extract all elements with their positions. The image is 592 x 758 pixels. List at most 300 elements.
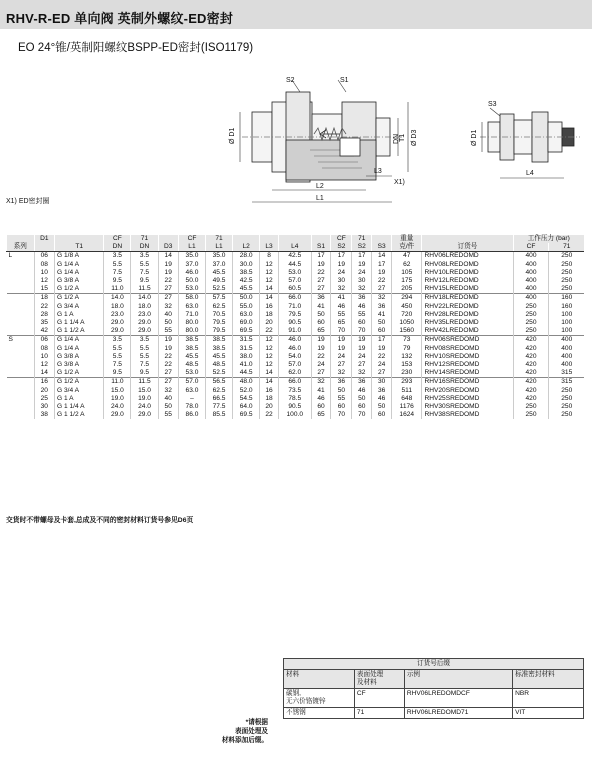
table-cell: 79.5: [278, 311, 311, 319]
table-cell: 69.5: [233, 411, 260, 419]
table-cell: 420: [513, 387, 549, 395]
table-cell: 30: [372, 378, 392, 387]
table-cell: 44.5: [233, 369, 260, 378]
col-cf-l1-top: CF: [178, 235, 205, 243]
table-cell: 24: [331, 353, 352, 361]
table-cell: 250: [513, 319, 549, 327]
table-cell: 22: [372, 277, 392, 285]
col-71-l1: L1: [206, 243, 233, 252]
table-cell: 32: [158, 387, 178, 395]
table-cell: 24: [331, 269, 352, 277]
table-row: [7, 252, 585, 261]
table-cell: 70: [352, 327, 372, 336]
table-cell: 11.0: [104, 378, 131, 387]
col-order: 订货号: [422, 243, 513, 252]
table-cell: 50: [311, 311, 331, 319]
table-cell: 10: [34, 269, 54, 277]
order-suffix-header: 材料: [284, 670, 355, 689]
table-cell: 42: [34, 327, 54, 336]
table-cell: 54.0: [278, 353, 311, 361]
table-cell: RHV08LREDOMD: [422, 261, 513, 269]
order-suffix-header: 标准密封材料: [513, 670, 584, 689]
table-cell: RHV35LREDOMD: [422, 319, 513, 327]
table-cell: 56.5: [206, 378, 233, 387]
table-cell: 73.5: [278, 387, 311, 395]
table-cell: 30.0: [233, 261, 260, 269]
table-cell: 57.0: [178, 378, 205, 387]
table-cell: 45.5: [206, 269, 233, 277]
table-cell: 71.0: [178, 311, 205, 319]
table-cell: RHV06LREDOMD: [422, 252, 513, 261]
table-cell: 55: [331, 311, 352, 319]
table-cell: 14.0: [131, 294, 158, 303]
table-cell: 315: [549, 378, 584, 387]
table-row: [7, 303, 585, 311]
table-cell: 24.0: [104, 403, 131, 411]
table-cell: 73: [392, 336, 422, 345]
series-cell: [7, 269, 35, 277]
table-cell: 19: [352, 261, 372, 269]
table-cell: RHV10SREDOMD: [422, 353, 513, 361]
order-suffix-header: 表面处理 及材料: [354, 670, 404, 689]
table-cell: 47: [392, 252, 422, 261]
col-pressure: 工作压力 (bar): [513, 235, 584, 243]
table-cell: 50: [372, 403, 392, 411]
table-cell: 45.5: [233, 285, 260, 294]
table-cell: G 1/4 A: [55, 269, 104, 277]
table-cell: 19: [352, 336, 372, 345]
table-cell: 18: [260, 395, 279, 403]
table-cell: 08: [34, 261, 54, 269]
order-suffix-table: [283, 658, 584, 719]
table-cell: 38.5: [178, 345, 205, 353]
table-cell: G 1 1/2 A: [55, 411, 104, 419]
table-cell: G 3/4 A: [55, 303, 104, 311]
label-l2: L2: [316, 183, 324, 190]
table-cell: 66.0: [278, 294, 311, 303]
table-cell: 27: [311, 277, 331, 285]
series-cell: [7, 327, 35, 336]
table-cell: 38.5: [178, 336, 205, 345]
col-cf-l1: L1: [178, 243, 205, 252]
order-suffix-cell: NBR: [513, 689, 584, 708]
table-cell: 5.5: [104, 261, 131, 269]
table-cell: 62.5: [206, 303, 233, 311]
table-cell: G 1/8 A: [55, 252, 104, 261]
table-cell: 1050: [392, 319, 422, 327]
table-cell: RHV38SREDOMD: [422, 411, 513, 419]
table-cell: 50.0: [233, 294, 260, 303]
table-cell: 46: [311, 395, 331, 403]
table-cell: 60: [352, 403, 372, 411]
table-cell: 91.0: [278, 327, 311, 336]
series-cell: [7, 345, 35, 353]
series-cell: [7, 277, 35, 285]
order-suffix-row: [284, 689, 584, 708]
table-cell: 50: [331, 387, 352, 395]
table-cell: 24.0: [131, 403, 158, 411]
table-cell: 19: [158, 345, 178, 353]
table-cell: 70.5: [206, 311, 233, 319]
table-cell: 36: [352, 294, 372, 303]
table-cell: 100.0: [278, 411, 311, 419]
table-cell: 41.0: [233, 361, 260, 369]
table-cell: 65: [311, 327, 331, 336]
table-cell: 420: [513, 336, 549, 345]
table-cell: 50: [352, 395, 372, 403]
table-cell: 60: [372, 327, 392, 336]
table-cell: 55: [158, 411, 178, 419]
col-s3: S3: [372, 243, 392, 252]
table-cell: 100: [549, 327, 584, 336]
table-cell: 79.5: [206, 327, 233, 336]
table-cell: RHV15LREDOMD: [422, 285, 513, 294]
table-cell: 5.5: [131, 345, 158, 353]
table-cell: 19.0: [104, 395, 131, 403]
series-cell: [7, 403, 35, 411]
table-cell: G 1/4 A: [55, 261, 104, 269]
table-cell: G 1 1/2 A: [55, 327, 104, 336]
table-row: [7, 294, 585, 303]
table-cell: 400: [513, 285, 549, 294]
table-cell: 14: [34, 369, 54, 378]
table-cell: 63.0: [178, 387, 205, 395]
table-cell: 60: [311, 403, 331, 411]
table-cell: 32: [311, 378, 331, 387]
order-suffix-cell: RHV06LREDOMD71: [404, 708, 512, 719]
table-cell: 175: [392, 277, 422, 285]
table-cell: 9.5: [131, 369, 158, 378]
table-cell: 7.5: [104, 361, 131, 369]
table-cell: 32: [331, 369, 352, 378]
table-cell: 38: [34, 411, 54, 419]
table-cell: G 1/2 A: [55, 369, 104, 378]
page-title: RHV-R-ED 单向阀 英制外螺纹-ED密封: [6, 11, 234, 26]
table-cell: 27: [372, 369, 392, 378]
table-cell: G 1/4 A: [55, 345, 104, 353]
table-cell: 205: [392, 285, 422, 294]
table-cell: G 3/8 A: [55, 361, 104, 369]
label-d1-right: Ø D1: [471, 129, 478, 146]
table-cell: 41: [311, 303, 331, 311]
table-cell: 18: [34, 294, 54, 303]
table-cell: 65: [311, 411, 331, 419]
table-cell: 55: [158, 327, 178, 336]
table-cell: 46.0: [278, 345, 311, 353]
table-cell: 22: [158, 353, 178, 361]
table-cell: 30: [331, 277, 352, 285]
table-cell: 3.5: [104, 252, 131, 261]
table-cell: 29.0: [104, 319, 131, 327]
table-cell: 48.0: [233, 378, 260, 387]
table-cell: 29.0: [104, 327, 131, 336]
col-d1: D1: [34, 235, 54, 243]
table-cell: 400: [549, 361, 584, 369]
table-cell: 48.5: [178, 361, 205, 369]
table-cell: 14: [158, 252, 178, 261]
table-cell: 55: [331, 395, 352, 403]
table-cell: 38.5: [206, 345, 233, 353]
table-cell: 14.0: [104, 294, 131, 303]
table-cell: 77.5: [206, 403, 233, 411]
table-cell: 19: [372, 269, 392, 277]
table-cell: 17: [372, 336, 392, 345]
order-suffix-cell: 碳钢, 无六价铬镀锌: [284, 689, 355, 708]
table-cell: 54.5: [233, 395, 260, 403]
table-cell: 16: [260, 303, 279, 311]
table-cell: 5.5: [104, 345, 131, 353]
table-cell: 36: [311, 294, 331, 303]
table-cell: 62.5: [206, 387, 233, 395]
table-cell: 53.0: [178, 285, 205, 294]
table-cell: 27: [372, 285, 392, 294]
col-l4: L4: [278, 243, 311, 252]
table-cell: 400: [549, 336, 584, 345]
table-cell: 160: [549, 294, 584, 303]
table-cell: 24: [352, 353, 372, 361]
col-t1: T1: [55, 243, 104, 252]
table-cell: 23.0: [104, 311, 131, 319]
table-row: [7, 411, 585, 419]
table-cell: 38.0: [233, 353, 260, 361]
series-cell: [7, 353, 35, 361]
table-cell: 14: [260, 369, 279, 378]
col-pressure-cf: CF: [513, 243, 549, 252]
table-cell: 420: [513, 361, 549, 369]
table-cell: 50: [372, 319, 392, 327]
table-cell: 400: [549, 345, 584, 353]
table-cell: RHV08SREDOMD: [422, 345, 513, 353]
table-cell: 38.5: [233, 269, 260, 277]
table-row: [7, 277, 585, 285]
table-cell: 14: [372, 252, 392, 261]
table-cell: 19: [311, 261, 331, 269]
col-71-dn-top: 71: [131, 235, 158, 243]
table-cell: 294: [392, 294, 422, 303]
page-subtitle: EO 24°锥/英制阳螺纹BSPP-ED密封(ISO1179): [18, 42, 254, 54]
table-row: [7, 336, 585, 345]
table-cell: G 3/8 A: [55, 353, 104, 361]
table-cell: 46: [352, 387, 372, 395]
table-cell: 22: [260, 411, 279, 419]
table-cell: 511: [392, 387, 422, 395]
table-cell: 19.0: [131, 395, 158, 403]
order-suffix-header: 示例: [404, 670, 512, 689]
col-pressure-71: 71: [549, 243, 584, 252]
table-cell: 46: [331, 303, 352, 311]
table-cell: 400: [513, 294, 549, 303]
table-cell: 42.5: [233, 277, 260, 285]
table-cell: 90.5: [278, 403, 311, 411]
table-cell: 9.5: [104, 277, 131, 285]
table-cell: 22: [260, 327, 279, 336]
table-cell: 12: [260, 345, 279, 353]
table-cell: 11.5: [131, 285, 158, 294]
table-cell: –: [178, 395, 205, 403]
label-t1: T1: [399, 133, 406, 142]
order-suffix-cell: CF: [354, 689, 404, 708]
table-cell: 19: [311, 336, 331, 345]
label-s3: S3: [488, 101, 497, 108]
table-cell: 420: [513, 353, 549, 361]
table-cell: 27: [158, 294, 178, 303]
col-l3: L3: [260, 243, 279, 252]
table-cell: 69.0: [233, 319, 260, 327]
table-row: [7, 311, 585, 319]
table-cell: 27: [311, 369, 331, 378]
table-cell: 17: [331, 252, 352, 261]
table-cell: 5.5: [131, 261, 158, 269]
table-cell: 46.0: [278, 336, 311, 345]
table-cell: 35: [34, 319, 54, 327]
table-row: [7, 345, 585, 353]
table-cell: 78.5: [278, 395, 311, 403]
table-cell: 79: [392, 345, 422, 353]
table-cell: 52.0: [233, 387, 260, 395]
table-cell: 41: [331, 294, 352, 303]
table-cell: 63.0: [233, 311, 260, 319]
table-cell: 57.0: [278, 277, 311, 285]
series-cell: [7, 261, 35, 269]
table-cell: 19: [331, 261, 352, 269]
table-cell: 400: [513, 252, 549, 261]
table-cell: G 1 1/4 A: [55, 403, 104, 411]
table-cell: 7.5: [131, 361, 158, 369]
table-cell: 315: [549, 369, 584, 378]
table-cell: 18.0: [131, 303, 158, 311]
series-cell: [7, 285, 35, 294]
table-cell: 400: [513, 269, 549, 277]
table-cell: 41: [372, 311, 392, 319]
table-cell: 5.5: [131, 353, 158, 361]
table-cell: 27: [158, 369, 178, 378]
table-cell: 40: [158, 311, 178, 319]
col-d3: D3: [158, 243, 178, 252]
table-cell: 06: [34, 336, 54, 345]
table-cell: 400: [513, 277, 549, 285]
table-cell: 32: [352, 285, 372, 294]
table-row: [7, 395, 585, 403]
table-cell: 19: [331, 336, 352, 345]
table-cell: 1560: [392, 327, 422, 336]
table-cell: 52.5: [206, 369, 233, 378]
table-cell: 250: [549, 395, 584, 403]
col-series-label: 系列: [7, 243, 35, 252]
table-cell: 250: [549, 403, 584, 411]
table-cell: 1176: [392, 403, 422, 411]
label-dn: DN: [393, 133, 400, 144]
table-cell: 69.5: [233, 327, 260, 336]
table-cell: 86.0: [178, 411, 205, 419]
table-cell: 19: [158, 269, 178, 277]
series-cell: [7, 369, 35, 378]
table-cell: 60: [331, 403, 352, 411]
table-cell: 27: [158, 285, 178, 294]
table-cell: 50.0: [178, 277, 205, 285]
table-cell: 22: [34, 303, 54, 311]
table-cell: 78.0: [178, 403, 205, 411]
table-cell: 20: [260, 403, 279, 411]
col-71-s2-top: 71: [352, 235, 372, 243]
table-cell: 36: [331, 378, 352, 387]
table-cell: 230: [392, 369, 422, 378]
table-cell: 153: [392, 361, 422, 369]
table-cell: 27: [158, 378, 178, 387]
table-cell: 08: [34, 345, 54, 353]
label-x1: X1): [394, 179, 405, 186]
table-cell: 5.5: [104, 353, 131, 361]
table-cell: 22: [158, 361, 178, 369]
table-cell: G 1/2 A: [55, 294, 104, 303]
table-cell: 42.5: [278, 252, 311, 261]
table-cell: 25: [34, 395, 54, 403]
series-cell: [7, 395, 35, 403]
table-cell: 24: [372, 361, 392, 369]
table-cell: 17: [352, 252, 372, 261]
table-cell: 12: [260, 269, 279, 277]
table-cell: 66.5: [206, 395, 233, 403]
table-cell: 28.0: [233, 252, 260, 261]
table-cell: 14: [260, 294, 279, 303]
table-cell: 22: [311, 269, 331, 277]
label-s2: S2: [286, 77, 295, 84]
table-cell: 3.5: [131, 252, 158, 261]
table-cell: G 3/8 A: [55, 277, 104, 285]
table-cell: 55: [352, 311, 372, 319]
table-cell: 293: [392, 378, 422, 387]
table-cell: RHV25SREDOMD: [422, 395, 513, 403]
table-cell: 70: [331, 327, 352, 336]
table-cell: 22: [372, 353, 392, 361]
table-cell: 06: [34, 252, 54, 261]
table-cell: G 1/2 A: [55, 285, 104, 294]
table-cell: 8: [260, 252, 279, 261]
spec-table: [6, 235, 584, 419]
table-cell: 19: [331, 345, 352, 353]
table-cell: 10: [34, 353, 54, 361]
table-cell: 32: [331, 285, 352, 294]
label-l4: L4: [526, 170, 534, 177]
table-cell: 90.5: [278, 319, 311, 327]
col-cf-dn-top: CF: [104, 235, 131, 243]
table-cell: 20: [34, 387, 54, 395]
table-cell: RHV28LREDOMD: [422, 311, 513, 319]
table-cell: 250: [513, 327, 549, 336]
table-cell: 37.0: [178, 261, 205, 269]
table-cell: 57.0: [278, 361, 311, 369]
table-cell: 27: [331, 361, 352, 369]
table-cell: 19: [352, 345, 372, 353]
table-cell: G 1/4 A: [55, 336, 104, 345]
label-d3: Ø D3: [411, 129, 418, 146]
table-cell: 720: [392, 311, 422, 319]
table-cell: 12: [34, 361, 54, 369]
table-cell: 105: [392, 269, 422, 277]
table-cell: 250: [513, 411, 549, 419]
table-cell: 17: [311, 252, 331, 261]
table-cell: 11.0: [104, 285, 131, 294]
table-cell: 18.0: [104, 303, 131, 311]
table-cell: 14: [260, 378, 279, 387]
col-weight-top: 重量: [392, 235, 422, 243]
table-row: [7, 403, 585, 411]
table-cell: 420: [513, 395, 549, 403]
table-row: [7, 285, 585, 294]
table-cell: 12: [260, 353, 279, 361]
table-cell: 46: [372, 395, 392, 403]
table-cell: 19: [158, 261, 178, 269]
table-row: [7, 361, 585, 369]
